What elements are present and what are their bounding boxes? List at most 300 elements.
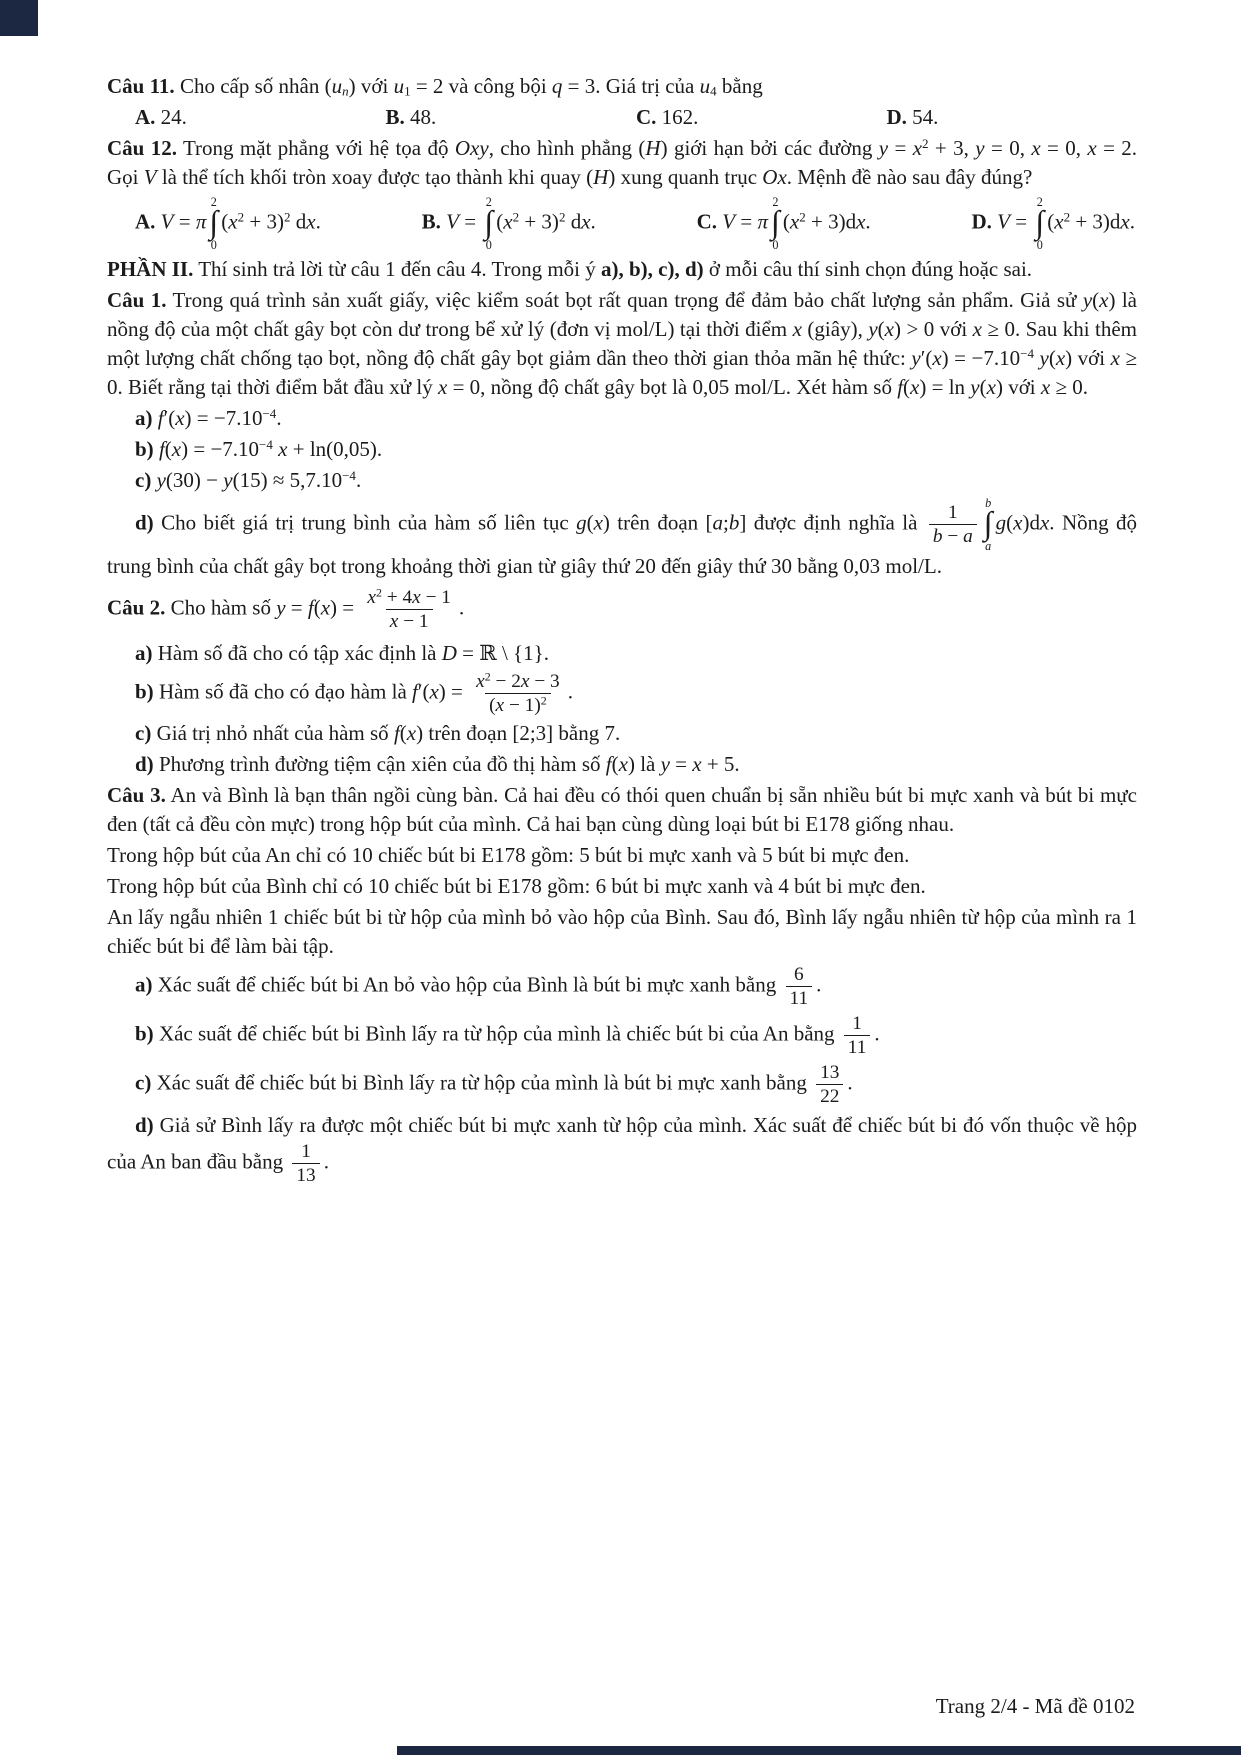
q3-stem [107, 781, 1137, 839]
fraction-denominator [786, 986, 813, 1010]
math-variable: x [1013, 510, 1023, 535]
text-run: Trong mặt phẳng với hệ tọa độ [176, 135, 455, 160]
subscript: 4 [710, 83, 717, 99]
text-run: + 3, [928, 135, 976, 160]
text-run: . [355, 467, 362, 492]
bold-text: a) [135, 406, 153, 431]
text-run: ( [324, 74, 332, 98]
text-run: + 3) [519, 209, 559, 234]
fraction-numerator [944, 501, 962, 524]
text-run: = 0, [984, 135, 1032, 160]
integral-upper-limit: 2 [772, 194, 779, 209]
math-variable: y [975, 135, 985, 160]
text-run: ( [489, 694, 496, 716]
text-run: . Mệnh đề nào sau đây đúng? [786, 164, 1033, 189]
text-run: Trong quá trình sản xuất giấy, việc kiểm soát bọt rất quan trọng để đảm bảo chất lượng sản phẩm. Giả sử [166, 288, 1083, 313]
text-run: ≥ 0. Sau khi thêm một lượng chất chống tạo bọt, nồng độ chất gây bọt giảm dần theo thời gian thỏa mãn hệ thức: [107, 317, 1137, 371]
math-variable: f [393, 720, 400, 745]
part2-header [107, 255, 1137, 284]
text-run: (giây), [801, 317, 869, 342]
q1-stem [107, 286, 1137, 402]
text-run: ( [1006, 510, 1014, 535]
bold-text: d) [135, 510, 154, 535]
scan-corner-artifact [0, 0, 38, 36]
text-run: Trong hộp bút của Bình chỉ có 10 chiếc bút bi E178 gồm: 6 bút bi mực xanh và 4 bút bi mực đen. [107, 873, 926, 898]
text-run: ) = −7.10 [941, 346, 1021, 371]
text-run: ) [627, 751, 635, 776]
text-run: d [565, 209, 582, 234]
integral-lower-limit: 0 [1036, 238, 1043, 252]
superscript: 2 [558, 209, 566, 225]
option-label: D. [886, 104, 907, 129]
superscript: 2 [512, 209, 520, 225]
text-run: − 1 [398, 611, 429, 633]
q12-stem [107, 134, 1137, 192]
text-run: ) với [995, 375, 1041, 400]
bold-text: b) [135, 437, 154, 461]
text-run: = [669, 751, 693, 776]
math-variable: V [722, 209, 736, 234]
math-variable: f [605, 751, 612, 776]
bold-text: a), b), c), d) [601, 257, 704, 282]
page-footer: Trang 2/4 - Mã đề 0102 [935, 1694, 1135, 1718]
bold-text: b) [135, 678, 154, 703]
text-run: ( [782, 209, 790, 234]
math-variable: x [228, 209, 238, 234]
math-variable: x [171, 437, 182, 461]
text-run: ) = [330, 595, 360, 620]
math-variable: y [1082, 288, 1093, 313]
text-run: ( [903, 375, 911, 400]
text-run: − 1) [504, 694, 541, 716]
option-label: A. [135, 104, 156, 129]
q3-item-c [107, 1061, 1137, 1108]
q11-options [107, 105, 1137, 130]
q3-item-b [107, 1012, 1137, 1059]
math-variable: a [712, 510, 724, 535]
math-variable: x [1039, 510, 1050, 535]
text-run: . [816, 972, 822, 997]
math-variable: y [660, 751, 670, 776]
math-variable: b [932, 526, 943, 548]
text-run: ) = −7.10 [181, 437, 260, 461]
q2-stem [107, 586, 1137, 633]
text-run: ( [586, 510, 594, 535]
q2-item-c [107, 719, 1137, 748]
text-run: = 0, nồng độ chất gây bọt là 0,05 mol/L. Xét hàm số [447, 375, 898, 400]
text-run: ≥ 0. Biết rằng tại thời điểm bắt đầu xử lý [107, 346, 1138, 400]
text-run: (30) − [165, 467, 224, 492]
math-variable: x [429, 678, 439, 703]
text-run: là nồng độ của một chất gây bọt còn dư trong bể xử lý (đơn vị mol/L) tại thời điểm [107, 288, 1138, 342]
fraction-denominator [844, 1035, 871, 1059]
answer-option [422, 196, 596, 251]
superscript: −4 [1020, 345, 1034, 361]
superscript: 2 [237, 209, 245, 225]
text-run: ) với [1065, 346, 1111, 371]
text-run: . [590, 209, 596, 234]
q2-item-d [107, 750, 1137, 779]
text-run: + 4 [381, 587, 413, 609]
text-run: . [874, 1021, 880, 1046]
text-run: ) [1108, 288, 1116, 313]
integral-sign-icon: ∫ [209, 205, 219, 242]
math-variable: g [995, 510, 1007, 535]
math-variable: u [393, 74, 405, 98]
q1-item-a [107, 404, 1137, 433]
q3-para-binh [107, 872, 1137, 901]
q2-item-b [107, 670, 1137, 717]
integral-sign-icon: ∫ [983, 506, 993, 543]
math-variable: x [1087, 135, 1097, 160]
text-run: . [865, 209, 871, 234]
text-run: ( [638, 135, 646, 160]
math-variable: y [276, 595, 286, 620]
document-content [107, 70, 1137, 1189]
text-run: = [1009, 209, 1033, 234]
text-run: = [285, 595, 308, 620]
text-run: . [323, 1149, 329, 1174]
text-run: (15) ≈ 5,7.10 [232, 467, 343, 492]
integral-sign-icon: ∫ [770, 205, 780, 242]
math-variable: y [911, 346, 921, 371]
text-run: Cho biết giá trị trung bình của hàm số liên tục [153, 510, 577, 535]
fraction-numerator [816, 1061, 843, 1084]
integral-upper-limit: 2 [485, 194, 492, 209]
math-variable: D [441, 640, 457, 665]
integral-lower-limit: 0 [485, 238, 492, 252]
option-label: C. [696, 209, 718, 234]
superscript: 2 [1063, 209, 1071, 225]
text-run: Phương trình đường tiệm cận xiên của đồ thị hàm số [153, 751, 606, 776]
integral-upper-limit: 2 [210, 194, 217, 209]
text-run: ( [877, 317, 885, 342]
math-variable: x [912, 135, 923, 160]
math-variable: Oxy [454, 135, 489, 160]
q1-item-d [107, 497, 1137, 581]
text-run: − [942, 526, 964, 548]
text-run: 11 [847, 1037, 867, 1059]
answer-option [135, 105, 386, 130]
text-run: . Nồng độ trung bình của chất gây bọt trong khoảng thời gian từ giây thứ 20 đến giây thứ 30 bằng 0,03 mol/L. [107, 510, 1138, 579]
math-variable: b [728, 510, 740, 535]
bold-text: d) [135, 1112, 154, 1137]
math-variable: x [1055, 346, 1066, 371]
superscript: 2 [922, 135, 929, 151]
option-label: B. [385, 104, 405, 129]
text-run: 6 [793, 963, 804, 985]
math-variable: x [986, 375, 996, 400]
text-run: ) [602, 510, 610, 535]
fraction [363, 586, 455, 633]
text-run: . [847, 1070, 853, 1095]
text-run: 22 [820, 1086, 840, 1108]
math-variable: x [1120, 209, 1130, 234]
q3-para-an [107, 841, 1137, 870]
text-run: = 3. Giá trị của [562, 74, 700, 98]
text-run: = [735, 209, 758, 234]
math-variable: x [692, 751, 702, 776]
math-variable: x [389, 611, 399, 633]
fraction-numerator [848, 1012, 866, 1035]
text-run: Hàm số đã cho có tập xác định là [152, 640, 442, 665]
math-variable: x [278, 437, 288, 461]
text-run: ) > 0 với [893, 317, 973, 342]
text-run: Giả sử Bình lấy ra được một chiếc bút bi mực xanh từ hộp của mình. Xác suất để chiếc bút bi đó vốn thuộc về hộp của An ban đầu bằng [107, 1112, 1137, 1174]
text-run: 13 [820, 1062, 840, 1084]
integral [209, 196, 218, 251]
text-run: là [634, 751, 661, 776]
text-run: = 2. Gọi [107, 135, 1138, 189]
math-variable: H [593, 164, 609, 189]
fraction-numerator [363, 586, 455, 609]
text-run: Xác suất để chiếc bút bi Bình lấy ra từ hộp của mình là chiếc bút bi của An bằng [153, 1021, 840, 1046]
math-variable: π [195, 209, 207, 234]
math-variable: x [884, 317, 894, 342]
math-variable: u [699, 74, 711, 98]
text-run: . [567, 678, 573, 703]
text-run: = [888, 135, 913, 160]
bold-text: PHẦN II. [107, 257, 194, 282]
text-run: xung quanh trục [615, 164, 763, 189]
bold-text: d) [135, 751, 154, 776]
text-run: ) = −7.10 [184, 406, 263, 431]
math-variable: π [757, 209, 768, 234]
math-variable: x [412, 587, 421, 609]
fraction-numerator [472, 670, 564, 693]
integral [484, 196, 493, 251]
q11-stem [107, 72, 1137, 101]
integral-upper-limit: b [985, 495, 992, 510]
math-variable: x [792, 317, 802, 342]
text-run: Giá trị nhỏ nhất của hàm số [151, 720, 394, 745]
math-variable: g [576, 510, 587, 535]
text-run: ( [399, 720, 407, 745]
bold-text: a) [135, 972, 153, 997]
superscript: −4 [342, 467, 356, 483]
math-variable: x [1099, 288, 1109, 313]
integral [1035, 196, 1044, 251]
text-run: = 2 và công bội [410, 74, 552, 98]
q3-item-a [107, 963, 1137, 1010]
superscript: 2 [283, 209, 291, 225]
text-run: ) [348, 74, 356, 98]
text-run: ( [496, 209, 504, 234]
text-run: được định nghĩa là [746, 510, 925, 535]
math-variable: y [878, 135, 889, 160]
text-run: ( [221, 209, 229, 234]
math-variable: x [932, 346, 942, 371]
integral-upper-limit: 2 [1036, 194, 1043, 209]
text-run: ′( [163, 406, 176, 431]
text-run: − 3 [529, 670, 560, 692]
integral [771, 196, 780, 251]
text-run: trên đoạn [2;3] bằng 7. [423, 720, 621, 745]
text-run: = ℝ \ {1}. [456, 640, 549, 665]
text-run: d [290, 209, 307, 234]
math-variable: x [1040, 375, 1051, 400]
bold-text: c) [135, 467, 152, 492]
text-run: + ln(0,05). [287, 437, 383, 461]
math-variable: u [331, 74, 343, 98]
text-run: + 3)d [805, 209, 857, 234]
math-variable: x [1031, 135, 1041, 160]
bold-text: Câu 2. [107, 595, 166, 620]
text-run: An lấy ngẫu nhiên 1 chiếc bút bi từ hộp của mình bỏ vào hộp của Bình. Sau đó, Bình lấy ngẫu nhiên từ hộp của mình ra 1 chiếc bút bi để làm bài tập. [107, 904, 1137, 958]
fraction [472, 670, 564, 717]
bold-text: c) [135, 720, 152, 745]
text-run: An và Bình là bạn thân ngồi cùng bàn. Cả hai đều có thói quen chuẩn bị sẵn nhiều bút bi mực xanh và bút bi mực đen (tất cả đều còn mực) trong hộp bút của mình. Cả hai bạn cùng dùng loại bút bi E178 giống nhau. [107, 782, 1137, 836]
subscript: 1 [404, 83, 411, 99]
bold-text: Câu 1. [107, 288, 167, 313]
q2-item-a [107, 639, 1137, 668]
fraction [292, 1140, 319, 1187]
math-variable: x [910, 375, 920, 400]
scan-bottom-artifact [397, 1746, 1241, 1755]
math-variable: f [307, 595, 314, 620]
math-variable: x [972, 317, 982, 342]
integral [984, 497, 993, 552]
text-run: ( [164, 437, 172, 461]
math-variable: V [143, 164, 157, 189]
answer-option [386, 105, 637, 130]
math-variable: x [581, 209, 591, 234]
text-run: − 2 [490, 670, 521, 692]
math-variable: Ox [762, 164, 787, 189]
integral-lower-limit: 0 [210, 238, 217, 252]
text-run: trên đoạn [ [609, 510, 713, 535]
math-variable: V [997, 209, 1010, 234]
fraction-denominator [386, 609, 433, 633]
answer-option [971, 196, 1135, 251]
q1-item-b [107, 435, 1137, 464]
superscript: −4 [262, 405, 277, 421]
fraction-numerator [297, 1140, 315, 1163]
math-variable: x [495, 694, 505, 716]
text-run: 162. [656, 104, 699, 129]
text-run: ( [611, 751, 619, 776]
math-variable: y [868, 317, 878, 342]
text-run: ( [1048, 346, 1056, 371]
text-run: = 0, [1040, 135, 1088, 160]
text-run: bằng [716, 74, 763, 98]
text-run: ; [723, 510, 729, 535]
text-run: Trong hộp bút của An chỉ có 10 chiếc bút bi E178 gồm: 5 bút bi mực xanh và 5 bút bi mực đen. [107, 842, 910, 867]
q1-item-c [107, 466, 1137, 495]
math-variable: y [223, 467, 233, 492]
bold-text: a) [135, 640, 153, 665]
text-run: 48. [404, 104, 437, 129]
text-run: )d [1022, 510, 1040, 535]
text-run: ( [586, 164, 594, 189]
fraction-denominator [485, 693, 551, 717]
math-variable: V [446, 209, 459, 234]
bold-text: c) [135, 1070, 152, 1095]
math-variable: a [963, 526, 973, 548]
integral-lower-limit: a [985, 539, 992, 554]
text-run: + 5. [701, 751, 740, 776]
text-run: ( [979, 375, 987, 400]
math-variable: x [789, 209, 800, 234]
math-variable: x [1110, 346, 1120, 371]
text-run: 1 [947, 501, 958, 523]
math-variable: x [476, 670, 485, 692]
text-run: , cho hình phẳng [488, 135, 639, 160]
bold-text: Câu 11. [107, 74, 175, 98]
text-run: 54. [906, 104, 939, 129]
math-variable: y [970, 375, 980, 400]
fraction [816, 1061, 843, 1108]
math-variable: f [158, 437, 165, 461]
math-variable: f [412, 678, 418, 703]
fraction [929, 501, 977, 548]
text-run: ) [608, 164, 616, 189]
text-run: 1 [852, 1012, 862, 1034]
text-run: ] [739, 510, 747, 535]
fraction-denominator [292, 1163, 319, 1187]
superscript: 2 [375, 585, 382, 600]
math-variable: H [645, 135, 661, 160]
text-run: 1 [301, 1140, 311, 1162]
text-run: là thể tích khối tròn xoay được tạo thành khi quay [156, 164, 587, 189]
text-run: Cho hàm số [165, 595, 277, 620]
math-variable: x [618, 751, 628, 776]
option-label: A. [135, 209, 156, 234]
subscript: n [342, 83, 349, 99]
answer-option [697, 196, 871, 251]
math-variable: V [160, 209, 174, 234]
text-run: 11 [789, 987, 809, 1009]
superscript: 2 [799, 209, 806, 225]
math-variable: y [1039, 346, 1049, 371]
q12-options [107, 196, 1137, 251]
q3-item-d [107, 1111, 1137, 1187]
bold-text: Câu 12. [107, 135, 177, 160]
text-run: ) [660, 135, 668, 160]
text-run: ( [1047, 209, 1055, 234]
text-run: 13 [296, 1164, 316, 1186]
text-run: với [355, 74, 394, 98]
text-run: ) [416, 720, 424, 745]
math-variable: f [157, 406, 164, 431]
math-variable: x [438, 375, 448, 400]
integral-sign-icon: ∫ [1035, 205, 1045, 242]
bold-text: Câu 3. [107, 782, 166, 807]
text-run: ≥ 0. [1050, 375, 1088, 400]
math-variable: x [856, 209, 866, 234]
bold-text: b) [135, 1021, 154, 1046]
fraction [844, 1012, 871, 1059]
text-run: . [1129, 209, 1135, 234]
option-label: C. [636, 104, 657, 129]
answer-option [887, 105, 1138, 130]
text-run: 24. [155, 104, 187, 129]
math-variable: x [406, 720, 417, 745]
option-label: D. [971, 209, 992, 234]
text-run: Hàm số đã cho có đạo hàm là [153, 678, 413, 703]
text-run: ′( [920, 346, 933, 371]
fraction [786, 963, 813, 1010]
text-run: . [315, 209, 321, 234]
fraction-denominator [816, 1084, 843, 1108]
math-variable: q [551, 74, 563, 98]
math-variable: x [306, 209, 316, 234]
math-variable: x [520, 670, 530, 692]
integral-sign-icon: ∫ [484, 205, 494, 242]
math-variable: x [593, 510, 603, 535]
text-run: Thí sinh trả lời từ câu 1 đến câu 4. Trong mỗi ý [193, 257, 601, 282]
text-run: − 1 [420, 587, 451, 609]
